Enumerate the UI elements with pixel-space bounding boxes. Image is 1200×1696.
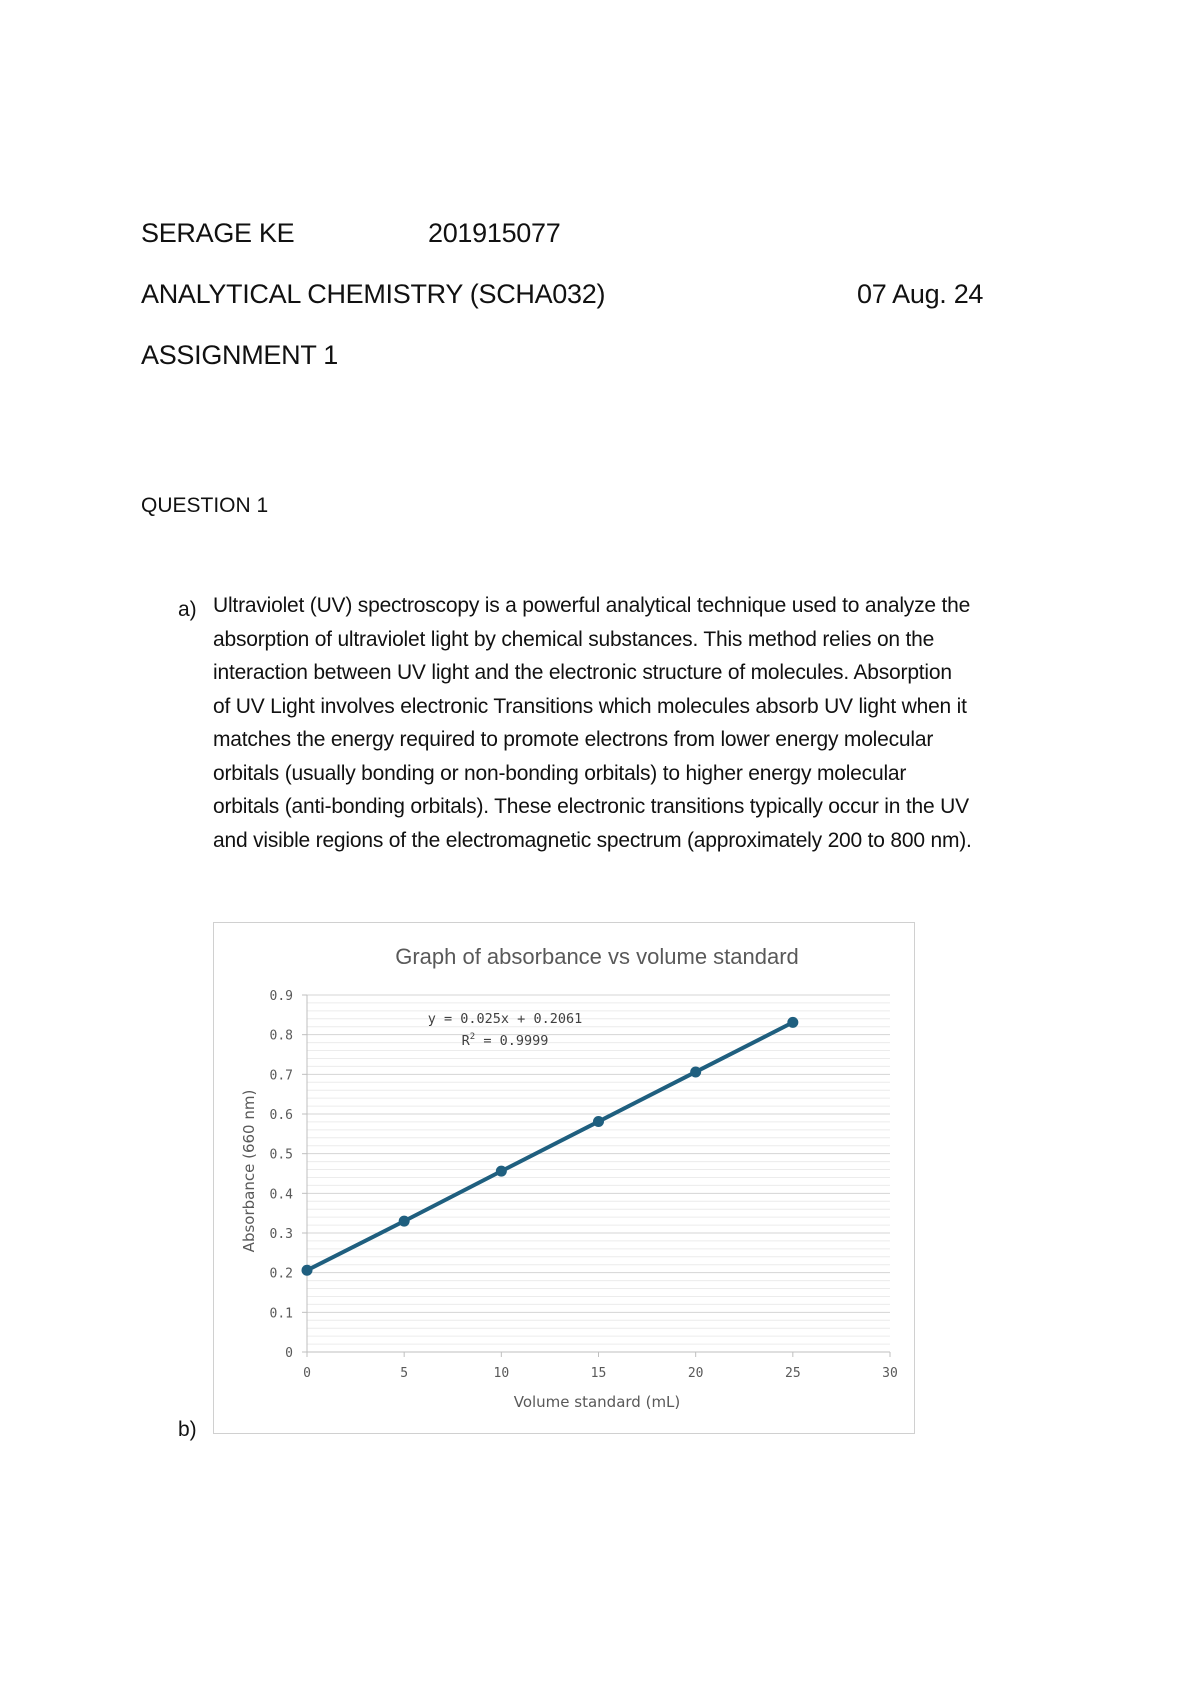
part-a-marker: a) xyxy=(178,598,197,621)
answer-line: Ultraviolet (UV) spectroscopy is a powerful analytical technique used to analyze the xyxy=(213,594,971,617)
chart-title: Graph of absorbance vs volume standard xyxy=(395,944,799,969)
chart-canvas xyxy=(214,923,916,1435)
x-axis-title: Volume standard (mL) xyxy=(513,1393,681,1411)
assignment-date: 07 Aug. 24 xyxy=(857,279,984,309)
x-tick-label: 30 xyxy=(882,1366,898,1381)
y-tick-label: 0.8 xyxy=(269,1028,293,1044)
data-point xyxy=(690,1066,701,1077)
x-tick-label: 10 xyxy=(493,1366,510,1381)
answer-line: of UV Light involves electronic Transitions which molecules absorb UV light when it xyxy=(213,694,967,718)
y-tick-label: 0.1 xyxy=(269,1306,293,1322)
absorbance-chart xyxy=(213,922,915,1434)
r-squared-label xyxy=(462,1032,549,1049)
trendline-equation: y = 0.025x + 0.2061 xyxy=(427,1011,583,1027)
y-tick-label: 0.5 xyxy=(269,1147,293,1163)
answer-line: orbitals (anti-bonding orbitals). These electronic transitions typically occur in the UV xyxy=(213,795,969,818)
r-squared-symbol: R xyxy=(461,1033,470,1049)
y-axis-title: Absorbance (660 nm) xyxy=(240,1089,258,1253)
x-tick-label: 5 xyxy=(400,1366,409,1381)
x-tick-label: 25 xyxy=(785,1366,801,1381)
data-point xyxy=(496,1166,507,1177)
y-tick-label: 0.4 xyxy=(269,1187,293,1203)
answer-line: interaction between UV light and the electronic structure of molecules. Absorption xyxy=(213,661,952,684)
r-squared-exponent: 2 xyxy=(469,1032,476,1042)
data-point xyxy=(787,1017,798,1028)
r-squared-value: = 0.9999 xyxy=(475,1033,549,1049)
answer-line: absorption of ultraviolet light by chemical substances. This method relies on the xyxy=(213,627,935,651)
answer-line: matches the energy required to promote electrons from lower energy molecular xyxy=(213,728,934,751)
x-tick-label: 15 xyxy=(590,1366,607,1381)
data-points xyxy=(302,1017,799,1276)
y-tick-label: 0 xyxy=(285,1346,293,1361)
assignment-title: ASSIGNMENT 1 xyxy=(141,340,338,370)
y-tick-label: 0.9 xyxy=(269,989,293,1004)
x-tick-label: 0 xyxy=(303,1366,311,1381)
student-number: 201915077 xyxy=(428,218,561,248)
data-point xyxy=(593,1116,604,1127)
y-tick-label: 0.3 xyxy=(269,1227,293,1242)
x-tick-labels xyxy=(303,1366,898,1381)
part-a-answer xyxy=(213,589,1083,857)
chart-gridlines xyxy=(307,995,890,1344)
course-title: ANALYTICAL CHEMISTRY (SCHA032) xyxy=(141,279,606,309)
data-point xyxy=(302,1265,313,1276)
data-point xyxy=(399,1216,410,1227)
chart-axes xyxy=(302,995,890,1357)
x-tick-label: 20 xyxy=(687,1366,704,1381)
y-tick-label: 0.2 xyxy=(269,1266,293,1282)
y-tick-label: 0.6 xyxy=(269,1108,293,1123)
question-heading: QUESTION 1 xyxy=(141,494,269,517)
student-name: SERAGE KE xyxy=(141,218,295,248)
y-tick-label: 0.7 xyxy=(269,1068,293,1084)
y-tick-labels xyxy=(270,989,294,1361)
part-b-marker: b) xyxy=(178,1418,197,1441)
answer-line: and visible regions of the electromagnetic spectrum (approximately 200 to 800 nm). xyxy=(213,828,972,852)
answer-line: orbitals (usually bonding or non-bonding orbitals) to higher energy molecular xyxy=(213,761,907,785)
